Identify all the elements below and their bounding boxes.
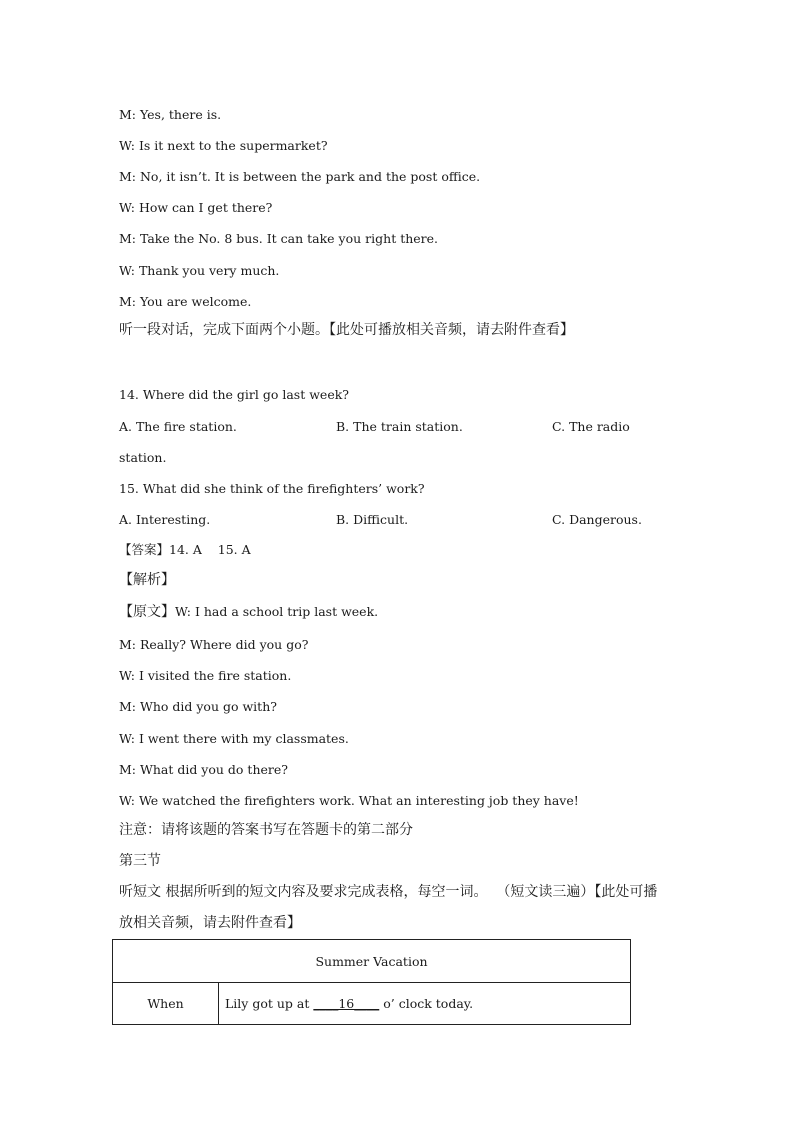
option-a: A. The fire station. xyxy=(119,419,237,434)
listening-instruction: 听一段对话，完成下面两个小题。【此处可播放相关音频，请去附件查看】 xyxy=(119,322,574,338)
dialogue-line: M: What did you do there? xyxy=(119,762,288,777)
table-title: Summer Vacation xyxy=(113,940,631,983)
question-14: 14. Where did the girl go last week? xyxy=(119,387,349,402)
dialogue-line: W: We watched the firefighters work. What an interesting job they have! xyxy=(119,793,579,808)
option-b: B. Difficult. xyxy=(336,512,409,527)
dialogue-line: W: I visited the fire station. xyxy=(119,668,292,683)
dialogue-line: M: Really? Where did you go? xyxy=(119,637,309,652)
row-label-when: When xyxy=(113,983,219,1025)
dialogue-line: M: Take the No. 8 bus. It can take you right there. xyxy=(119,231,439,246)
dialogue-line: M: Who did you go with? xyxy=(119,699,277,714)
question-15-options xyxy=(119,511,679,529)
row-content xyxy=(219,983,631,1025)
dialogue-line: W: I went there with my classmates. xyxy=(119,731,349,746)
passage-instruction: 听短文 根据所听到的短文内容及要求完成表格，每空一词。 （短文读三遍）【此处可播 xyxy=(119,884,658,900)
option-c: C. The radio xyxy=(552,419,630,434)
analysis-label: 【解析】 xyxy=(119,572,175,588)
row-prefix: Lily got up at xyxy=(225,996,314,1011)
row-suffix: o’ clock today. xyxy=(379,996,474,1011)
question-15: 15. What did she think of the firefighters’ work? xyxy=(119,481,425,496)
option-c: C. Dangerous. xyxy=(552,512,642,527)
dialogue-line: W: Is it next to the supermarket? xyxy=(119,138,328,153)
dialogue-line: W: Thank you very much. xyxy=(119,263,280,278)
dialogue-line: M: Yes, there is. xyxy=(119,107,222,122)
dialogue-line: W: I had a school trip last week. xyxy=(175,604,379,619)
summer-vacation-table xyxy=(112,939,631,1025)
section-heading: 第三节 xyxy=(119,853,161,869)
option-a: A. Interesting. xyxy=(119,512,211,527)
passage-instruction-cont: 放相关音频，请去附件查看】 xyxy=(119,915,301,931)
answer-blank: ____16____ xyxy=(313,996,380,1011)
dialogue-line: M: You are welcome. xyxy=(119,294,252,309)
original-label: 【原文】 xyxy=(119,604,175,620)
dialogue-line: W: How can I get there? xyxy=(119,200,273,215)
option-b: B. The train station. xyxy=(336,419,463,434)
note-line: 注意：请将该题的答案书写在答题卡的第二部分 xyxy=(119,822,413,838)
transcript-first-line xyxy=(119,603,378,621)
dialogue-line: M: No, it isn’t. It is between the park and the post office. xyxy=(119,169,481,184)
answer-line: 【答案】14. A 15. A xyxy=(119,542,251,557)
option-wrap: station. xyxy=(119,450,167,465)
question-14-options xyxy=(119,418,679,436)
